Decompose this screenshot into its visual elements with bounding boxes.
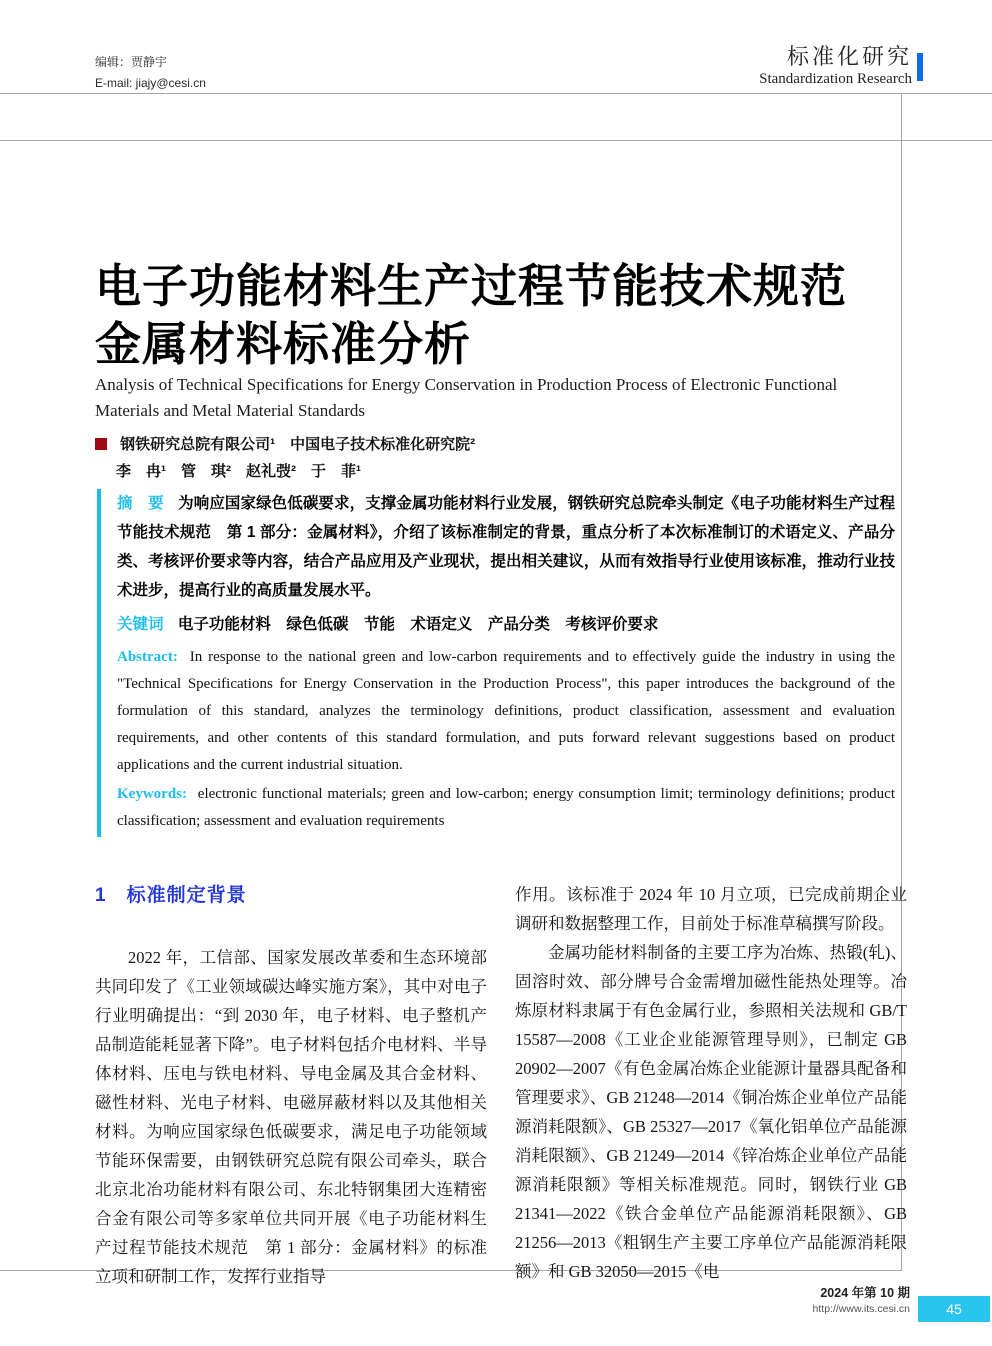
- abstract-label-en: Abstract:: [117, 649, 178, 665]
- journal-accent-bar: [917, 53, 923, 81]
- editor-info: [95, 52, 206, 94]
- editor-email: E-mail: jiajy@cesi.cn: [95, 76, 206, 90]
- page-number-badge: 45: [918, 1296, 990, 1322]
- header-rule-bottom: [0, 140, 992, 141]
- article-title-cn-line2: 金属材料标准分析: [95, 319, 471, 370]
- body-columns: [95, 880, 907, 1291]
- section-1-left-paragraph: 2022 年，工信部、国家发展改革委和生态环境部共同印发了《工业领域碳达峰实施方案》，其中对电子行业明确提出：“到 2030 年，电子材料、电子整机产品制造能耗显著下降”。电子材料包括介电材料、半导体材料、压电与铁电材料、导电金属及其合金材料、磁性材料、光电子材料、电磁屏蔽材料以及其他相关材料。为响应国家绿色低碳要求，满足电子功能领域节能环保需要，由钢铁研究总院有限公司牵头，联合北京北冶功能材料有限公司、东北特钢集团大连精密合金有限公司等多家单位共同开展《电子功能材料生产过程节能技术规范 第 1 部分：金属材料》的标准立项和研制工作，发挥行业指导: [95, 948, 487, 1286]
- affiliation-line: [95, 433, 475, 454]
- keywords-label-en: Keywords:: [117, 786, 187, 802]
- journal-title-en: Standardization Research: [759, 71, 912, 87]
- keywords-en-line: [117, 781, 895, 835]
- body-right-column: [515, 880, 907, 1291]
- abstract-label-cn: 摘 要: [117, 495, 164, 512]
- red-square-icon: [95, 438, 107, 450]
- abstract-en: [117, 644, 895, 779]
- abstract-cn: [117, 489, 895, 605]
- editor-line: 编辑：贾静宇: [95, 55, 168, 69]
- authors-line: 李 冉¹ 管 琪² 赵礼弢² 于 菲¹: [116, 463, 361, 480]
- section-1-right-paragraph-1: 作用。该标准于 2024 年 10 月立项，已完成前期企业调研和数据整理工作，目前处于标准草稿撰写阶段。: [515, 885, 907, 933]
- abstract-block: [97, 489, 895, 837]
- article-title-en: Analysis of Technical Specifications for Energy Conservation in Production Process of Electronic Functional Materials and Metal Material Standards: [95, 375, 838, 420]
- footer-url: http://www.its.cesi.cn: [812, 1303, 910, 1315]
- section-1-right-paragraph-2: 金属功能材料制备的主要工序为冶炼、热锻(轧)、固溶时效、部分牌号合金需增加磁性能热处理等。冶炼原材料隶属于有色金属行业，参照相关法规和 GB/T 15587—2008《工业企业能源管理导则》，已制定 GB 20902—2007《有色金属冶炼企业能源计量器具配备和管理要求》、GB 21248—2014《铜冶炼企业单位产品能源消耗限额》、GB 25327—2017《氧化铝单位产品能源消耗限额》、GB 21249—2014《锌冶炼企业单位产品能源消耗限额》等相关标准规范。同时，钢铁行业 GB 21341—2022《铁合金单位产品能源消耗限额》、GB 21256—2013《粗钢生产主要工序单位产品能源消耗限额》和 GB 32050—2015《电: [515, 943, 907, 1281]
- journal-title: [759, 44, 912, 88]
- abstract-text-en: In response to the national green and low-carbon requirements and to effectively guide the industry in using the "Technical Specifications for Energy Conservation in the Production Process", this paper introduces the background of the formulation of this standard, analyzes the terminology definitions, product classification, assessment and evaluation requirements, and other contents of this standard formulation, and puts forward relevant suggestions based on product applications and the current industrial situation.: [117, 649, 895, 773]
- article-title-cn-line1: 电子功能材料生产过程节能技术规范: [95, 261, 847, 312]
- footer-issue: 2024 年第 10 期: [820, 1286, 910, 1300]
- header-rule-top: [0, 93, 992, 94]
- footer-info: [660, 1285, 910, 1317]
- keywords-text-en: electronic functional materials; green and low-carbon; energy consumption limit; terminology definitions; product classification; assessment and evaluation requirements: [117, 786, 896, 829]
- affiliation-text: 钢铁研究总院有限公司¹ 中国电子技术标准化研究院²: [120, 436, 476, 453]
- article-title-cn: [95, 258, 895, 374]
- keywords-text-cn: 电子功能材料 绿色低碳 节能 术语定义 产品分类 考核评价要求: [177, 616, 659, 633]
- keywords-cn-line: [117, 610, 895, 639]
- body-left-column: [95, 880, 487, 1291]
- section-1-heading: 1 标准制定背景: [95, 885, 247, 906]
- abstract-text-cn: 为响应国家绿色低碳要求，支撑金属功能材料行业发展，钢铁研究总院牵头制定《电子功能材料生产过程节能技术规范 第 1 部分：金属材料》，介绍了该标准制定的背景，重点分析了本次标准制订的术语定义、产品分类、考核评价要求等内容，结合产品应用及产业现状，提出相关建议，从而有效指导行业使用该标准，推动行业技术进步，提高行业的高质量发展水平。: [117, 495, 895, 599]
- keywords-label-cn: 关键词: [117, 616, 164, 633]
- journal-title-cn: 标准化研究: [786, 44, 912, 69]
